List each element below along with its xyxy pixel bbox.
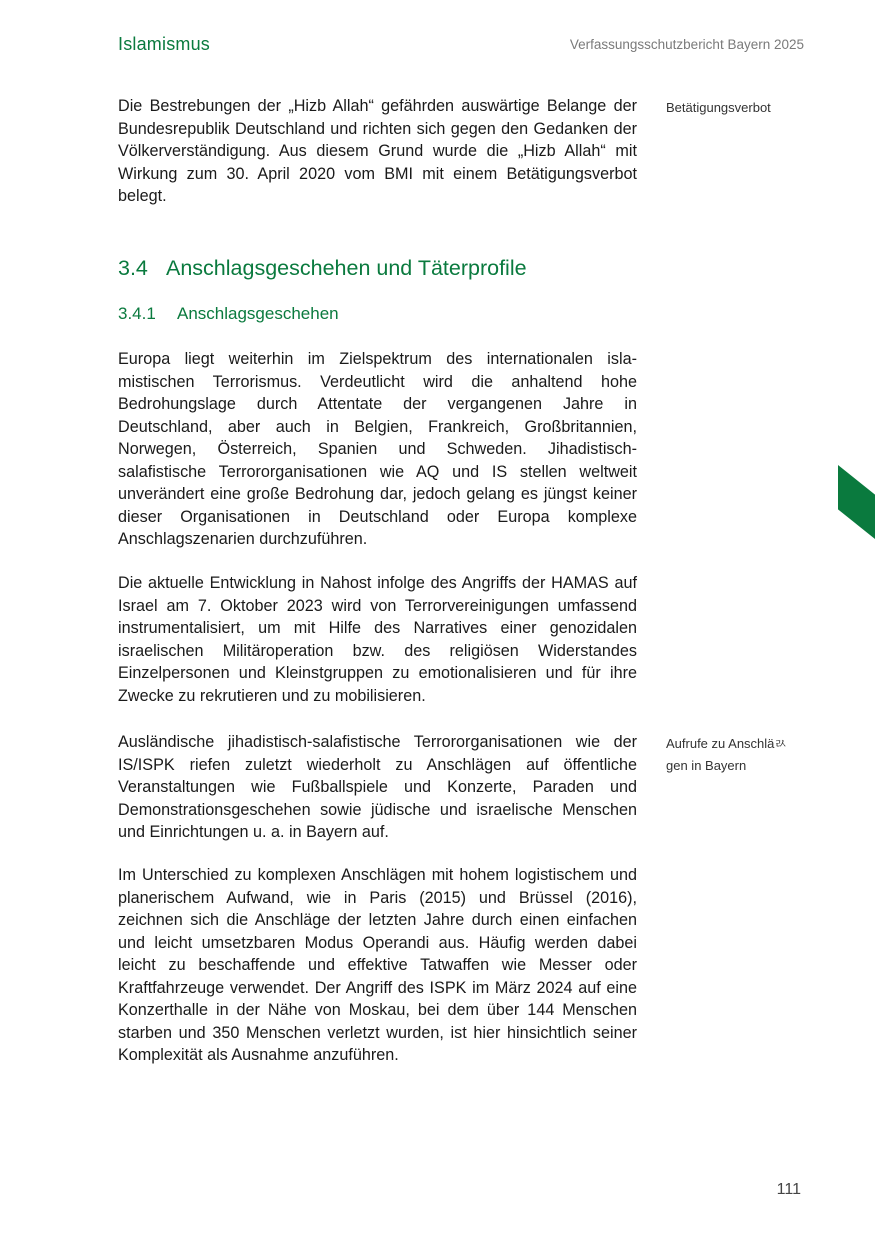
paragraph-hizb-allah [118, 95, 637, 208]
margin-note-aufrufe: Aufrufe zu Anschläﾭgen in Bayern [666, 736, 787, 773]
subsection-heading [118, 304, 339, 324]
section-number: 3.4 [118, 256, 148, 280]
subsection-number: 3.4.1 [118, 304, 156, 323]
paragraph-unterschied [118, 864, 637, 1067]
paragraph-text: Ausländische jihadistisch-salafistische Terrororganisationen wie der IS/ISPK riefen zuletzt wiederholt zu Anschlägen auf öffentliche Veranstaltungen wie Fußballspiele und Konzerte, Paraden und Demonstrationsgeschehen sowie jüdische und israelische Menschen und Einrichtungen u. a. in Bayern auf. [118, 733, 637, 841]
paragraph-nahost [118, 572, 637, 707]
section-title: Anschlagsgeschehen und Täterprofile [166, 256, 527, 280]
chapter-tab-marker [838, 465, 875, 539]
section-heading [118, 256, 527, 281]
paragraph-text: Die Bestrebungen der „Hizb Allah“ gefährden auswärtige Belange der Bundesrepublik Deutschland und richten sich gegen den Gedanken der Völkerverständigung. Aus diesem Grund wurde die „Hizb Allah“ mit Wirkung zum 30. April 2020 vom BMI mit einem Betätigungsverbot belegt. [118, 97, 637, 205]
subsection-title: Anschlagsgeschehen [177, 304, 339, 323]
running-header-section: Islamismus [118, 34, 211, 54]
paragraph-auslaendische [118, 731, 637, 844]
margin-note-betaetigungsverbot: Betätigungsverbot [666, 100, 771, 115]
page-number: 111 [776, 1181, 801, 1198]
paragraph-text: Die aktuelle Entwicklung in Nahost infolge des Angriffs der HAMAS auf Israel am 7. Oktober 2023 wird von Terrorvereinigungen umfassend instrumentalisiert, um mit Hilfe des Narratives einer genozidalen israelischen Militäroperation bzw. des religiösen Widerstandes Einzelpersonen und Kleinstgruppen zu emotionalisieren und für ihre Zwecke zu rekrutieren und zu mobilisieren. [118, 574, 637, 705]
paragraph-europa [118, 348, 637, 551]
paragraph-text: Europa liegt weiterhin im Zielspektrum des internationalen islamistischen Terrorismus. Verdeutlicht wird die anhaltend hohe Bedrohungslage durch Attentate der vergangenen Jahre in Deutschland, aber auch in Belgien, Frankreich, Großbritannien, Norwegen, Österreich, Spanien und Schweden. Jihadistisch-salafistische Terrororganisationen wie AQ und IS stellen weltweit unverändert eine große Bedrohung dar, jedoch gelang es jüngst keiner dieser Organisationen in Deutschland oder Europa komplexe Anschlagszenarien durchzuführen. [118, 350, 637, 548]
running-header-report-title: Verfassungsschutzbericht Bayern 2025 [569, 37, 804, 52]
paragraph-text: Im Unterschied zu komplexen Anschlägen mit hohem logistischem und planerischem Aufwand, wie in Paris (2015) und Brüssel (2016), zeichnen sich die Anschläge der letzten Jahre durch einen einfachen und leicht umsetzbaren Modus Operandi aus. Häufig werden dabei leicht zu beschaffende und effektive Tatwaffen wie Messer oder Kraftfahrzeuge verwendet. Der Angriff des ISPK im März 2024 auf eine Konzerthalle in der Nähe von Moskau, bei dem über 144 Menschen starben und 350 Menschen verletzt wurden, ist hier hinsichtlich seiner Komplexität als Ausnahme anzuführen. [118, 866, 637, 1064]
